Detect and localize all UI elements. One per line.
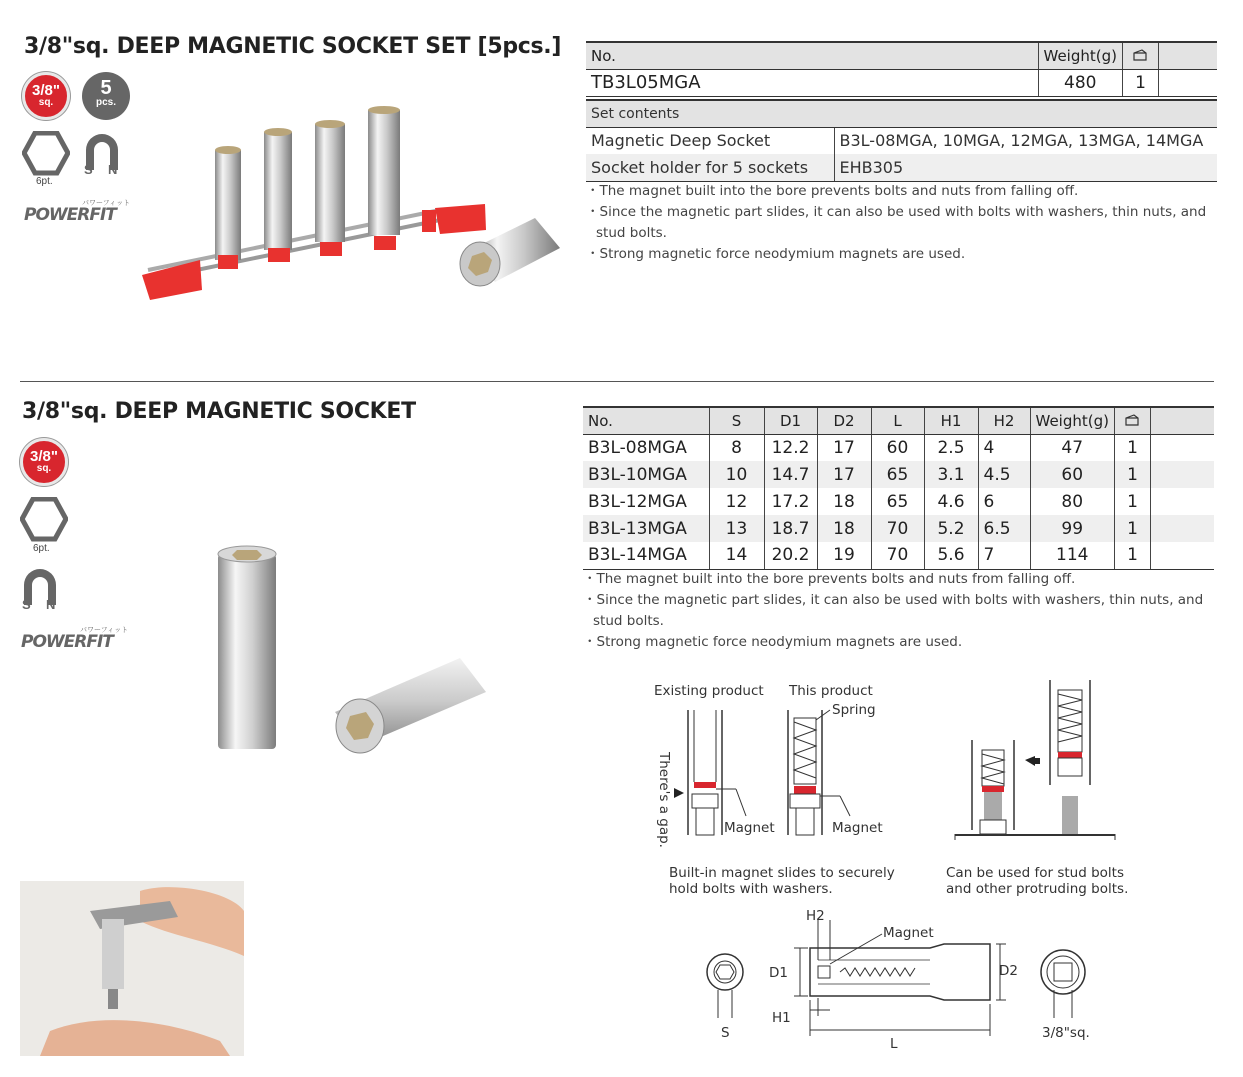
note-item: ・Strong magnetic force neodymium magnets are used.	[583, 634, 963, 650]
cell-s: 13	[709, 515, 764, 542]
cell-h2: 6.5	[978, 515, 1030, 542]
cell-no: B3L-10MGA	[583, 461, 709, 488]
socket-image	[210, 540, 500, 765]
dim-magnet-label: Magnet	[883, 925, 934, 941]
magnet-n-label: N	[46, 597, 56, 612]
cell-qty: 1	[1114, 434, 1150, 461]
cell-s: 14	[709, 542, 764, 569]
note-item: ・The magnet built into the bore prevents bolts and nuts from falling off.	[586, 183, 1079, 199]
dim-h1-label: H1	[772, 1010, 791, 1026]
cell-s: 12	[709, 488, 764, 515]
table-row	[586, 154, 1217, 181]
cell-no: TB3L05MGA	[586, 69, 1038, 96]
hex-6pt-icon	[22, 131, 70, 182]
col-blank	[1158, 42, 1217, 69]
cell-d2: 17	[817, 461, 871, 488]
package-icon	[1133, 49, 1147, 61]
cell-d1: 12.2	[764, 434, 817, 461]
contents-header-row	[586, 100, 1217, 127]
magnet-label: Magnet	[724, 820, 775, 836]
socket-set-image	[140, 100, 580, 315]
table-row	[583, 542, 1214, 569]
cell-h2: 4	[978, 434, 1030, 461]
caption-stud: Can be used for stud bolts and other protruding bolts.	[946, 865, 1129, 897]
pcs-badge-unit: pcs.	[95, 97, 116, 108]
table-row	[583, 515, 1214, 542]
col-weight: Weight(g)	[1030, 407, 1114, 434]
cell-s: 10	[709, 461, 764, 488]
spring-label: Spring	[832, 702, 876, 718]
cell-no: B3L-08MGA	[588, 437, 687, 458]
set-notes	[586, 181, 1218, 265]
cell-blank	[1150, 434, 1214, 461]
set-contents-table-wrap	[586, 99, 1217, 182]
contents-value: B3L-08MGA, 10MGA, 12MGA, 13MGA, 14MGA	[834, 127, 1217, 154]
cell-blank	[1150, 542, 1214, 569]
cell-h2: 6	[978, 488, 1030, 515]
set-spec-table	[586, 41, 1217, 97]
cell-weight: 80	[1030, 488, 1114, 515]
cell-weight: 60	[1030, 461, 1114, 488]
set-spec-table-wrap	[586, 41, 1217, 97]
cell-blank	[1150, 461, 1214, 488]
set-title: 3/8"sq. DEEP MAGNETIC SOCKET SET [5pcs.]	[24, 34, 562, 59]
table-row	[583, 488, 1214, 515]
powerfit-kana: パワーフィット	[82, 200, 131, 207]
cell-s: 8	[709, 434, 764, 461]
dim-l-label: L	[890, 1036, 898, 1052]
cell-d2: 17	[817, 434, 871, 461]
magnet-s-label: S	[84, 162, 93, 177]
magnet-label: Magnet	[832, 820, 883, 836]
note-item: ・Strong magnetic force neodymium magnets are used.	[586, 246, 966, 262]
cell-no: B3L-13MGA	[583, 515, 709, 542]
cell-d2: 18	[817, 515, 871, 542]
hex-caption: 6pt.	[36, 176, 53, 187]
gap-label: There's a gap.	[656, 752, 672, 848]
magnet-n-label: N	[108, 162, 118, 177]
cell-d2: 19	[817, 542, 871, 569]
cell-weight: 99	[1030, 515, 1114, 542]
col-no: No.	[583, 407, 709, 434]
cell-blank	[1150, 488, 1214, 515]
single-spec-table	[583, 406, 1214, 570]
usage-photo	[20, 881, 244, 1056]
col-h2: H2	[978, 407, 1030, 434]
cell-qty: 1	[1122, 69, 1158, 96]
dim-d2-label: D2	[999, 963, 1018, 979]
note-item: ・Since the magnetic part slides, it can also be used with bolts with washers, thin nuts, and stud bolts.	[583, 592, 1204, 629]
col-qty-icon	[1122, 42, 1158, 69]
table-row	[586, 69, 1217, 96]
cell-h2: 4.5	[978, 461, 1030, 488]
single-title: 3/8"sq. DEEP MAGNETIC SOCKET	[22, 399, 416, 424]
table-row	[583, 434, 1214, 461]
cell-d1: 17.2	[764, 488, 817, 515]
cell-h2: 7	[978, 542, 1030, 569]
package-icon	[1125, 414, 1139, 426]
cell-qty: 1	[1114, 488, 1150, 515]
size-badge-unit: sq.	[36, 463, 52, 474]
section-divider	[20, 381, 1214, 382]
cell-d1: 20.2	[764, 542, 817, 569]
cell-l: 70	[871, 515, 924, 542]
magnet-s-label: S	[22, 597, 31, 612]
dim-h2-label: H2	[806, 908, 825, 924]
table-row	[583, 461, 1214, 488]
col-qty-icon	[1114, 407, 1150, 434]
cell-h1: 2.5	[924, 434, 978, 461]
col-no: No.	[586, 42, 1038, 69]
hex-6pt-icon	[20, 497, 68, 548]
cell-l: 65	[871, 488, 924, 515]
size-badge-unit: sq.	[38, 97, 54, 108]
cell-d1: 18.7	[764, 515, 817, 542]
size-badge	[22, 72, 70, 120]
cell-h1: 5.6	[924, 542, 978, 569]
col-weight: Weight(g)	[1038, 42, 1122, 69]
powerfit-logo: POWERFIT	[21, 632, 113, 652]
note-item: ・Since the magnetic part slides, it can also be used with bolts with washers, thin nuts, and stud bolts.	[586, 204, 1207, 241]
cell-blank	[1150, 515, 1214, 542]
cell-no: B3L-14MGA	[583, 542, 709, 569]
col-d2: D2	[817, 407, 871, 434]
cell-l: 70	[871, 542, 924, 569]
cell-weight: 47	[1030, 434, 1114, 461]
single-spec-table-wrap	[583, 406, 1214, 570]
cell-h1: 5.2	[924, 515, 978, 542]
dim-s-label: S	[721, 1025, 730, 1041]
contents-item: Socket holder for 5 sockets	[586, 154, 834, 181]
set-contents-table	[586, 99, 1217, 182]
table-row	[586, 127, 1217, 154]
stud-bolt-diagram	[950, 680, 1130, 845]
cell-qty: 1	[1114, 461, 1150, 488]
caption-slide: Built-in magnet slides to securely hold bolts with washers.	[669, 865, 895, 897]
col-blank	[1150, 407, 1214, 434]
single-notes	[583, 569, 1215, 653]
cell-d2: 18	[817, 488, 871, 515]
size-badge-value: 3/8"	[30, 448, 58, 465]
comparison-diagram	[670, 700, 860, 845]
contents-header: Set contents	[586, 100, 1217, 127]
cell-weight: 114	[1030, 542, 1114, 569]
cell-h1: 4.6	[924, 488, 978, 515]
cell-no: B3L-12MGA	[588, 491, 687, 512]
cell-qty: 1	[1114, 542, 1150, 569]
powerfit-kana: パワーフィット	[80, 627, 129, 634]
cell-blank	[1158, 69, 1217, 96]
cell-d1: 14.7	[764, 461, 817, 488]
dim-sq-label: 3/8"sq.	[1042, 1025, 1090, 1041]
contents-item: Magnetic Deep Socket	[591, 131, 771, 151]
col-l: L	[871, 407, 924, 434]
cell-weight: 480	[1038, 69, 1122, 96]
cell-qty: 1	[1114, 515, 1150, 542]
size-badge	[20, 438, 68, 486]
contents-value: EHB305	[834, 154, 1217, 181]
col-s: S	[709, 407, 764, 434]
note-item: ・The magnet built into the bore prevents bolts and nuts from falling off.	[583, 571, 1076, 587]
existing-product-label: Existing product	[654, 683, 764, 699]
size-badge-value: 3/8"	[32, 82, 60, 99]
this-product-label: This product	[789, 683, 873, 699]
cell-l: 60	[871, 434, 924, 461]
pcs-badge-value: 5	[100, 77, 112, 99]
col-d1: D1	[764, 407, 817, 434]
dim-d1-label: D1	[769, 965, 788, 981]
col-h1: H1	[924, 407, 978, 434]
cell-l: 65	[871, 461, 924, 488]
cell-h1: 3.1	[924, 461, 978, 488]
powerfit-logo: POWERFIT	[24, 205, 116, 225]
pcs-badge	[82, 72, 130, 120]
hex-caption: 6pt.	[33, 543, 50, 554]
